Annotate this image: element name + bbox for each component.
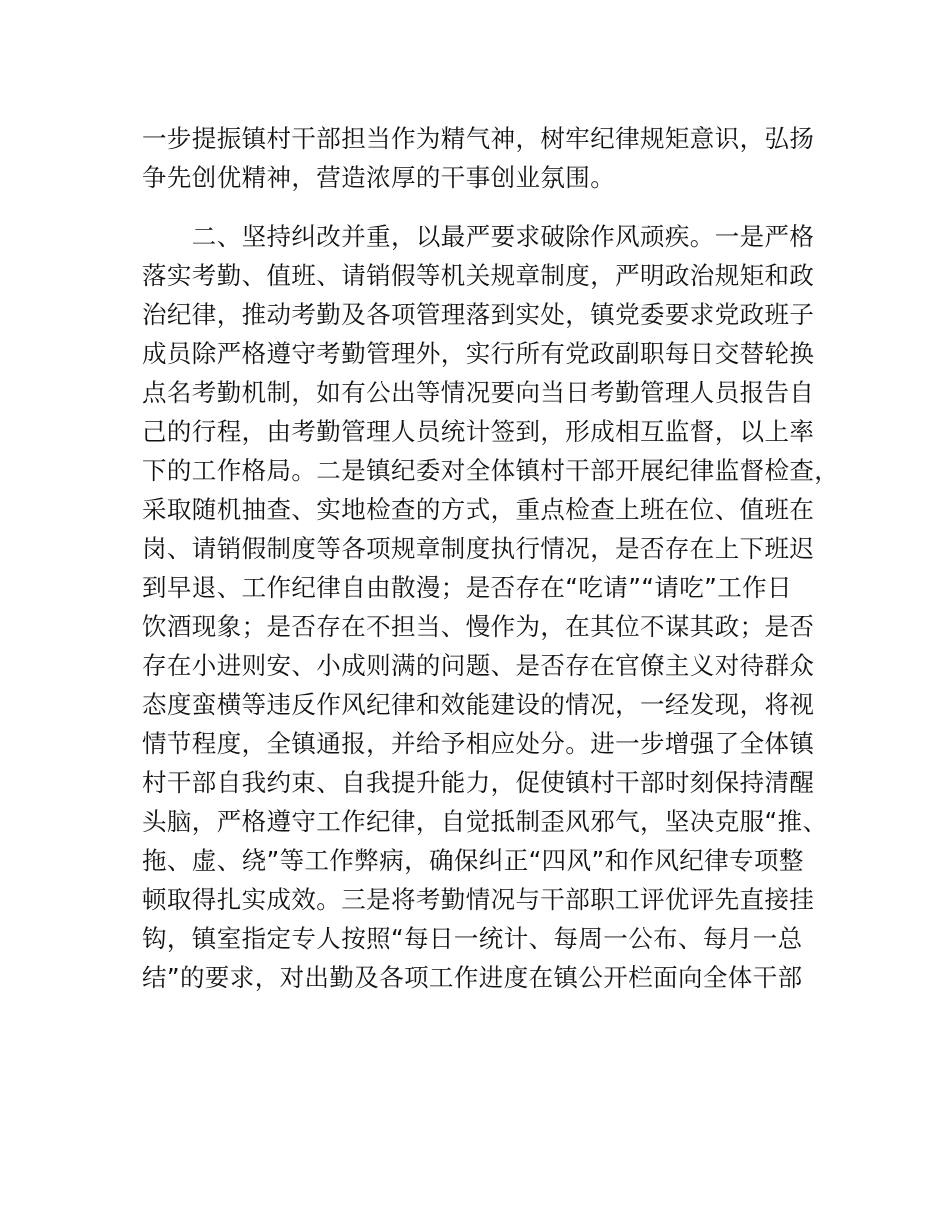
text-line: 争先创优精神，营造浓厚的干事创业氛围。 [142, 163, 616, 192]
paragraph-1 [142, 119, 842, 197]
paragraph-2 [142, 217, 842, 997]
text-line: 岗、请销假制度等各项规章制度执行情况，是否存在上下班迟 [142, 534, 815, 563]
text-line: 落实考勤、值班、请销假等机关规章制度，严明政治规矩和政 [142, 261, 815, 290]
text-line: 结”的要求，对出勤及各项工作进度在镇公开栏面向全体干部 [142, 963, 803, 992]
text-line: 顿取得扎实成效。三是将考勤情况与干部职工评优评先直接挂 [142, 885, 815, 914]
text-line: 成员除严格遵守考勤管理外，实行所有党政副职每日交替轮换 [142, 339, 815, 368]
text-line: 头脑，严格遵守工作纪律，自觉抵制歪风邪气，坚决克服“推、 [142, 807, 828, 836]
text-line: 饮酒现象；是否存在不担当、慢作为，在其位不谋其政；是否 [142, 612, 815, 641]
text-line: 村干部自我约束、自我提升能力，促使镇村干部时刻保持清醒 [142, 768, 815, 797]
text-line: 钩，镇室指定专人按照“每日一统计、每周一公布、每月一总 [142, 924, 803, 953]
text-line: 治纪律，推动考勤及各项管理落到实处，镇党委要求党政班子 [142, 300, 815, 329]
text-line: 二、坚持纠改并重，以最严要求破除作风顽疾。一是严格 [142, 222, 815, 251]
text-line: 到早退、工作纪律自由散漫；是否存在“吃请”“请吃”工作日 [142, 573, 792, 602]
text-line: 点名考勤机制，如有公出等情况要向当日考勤管理人员报告自 [142, 378, 815, 407]
text-line: 下的工作格局。二是镇纪委对全体镇村干部开展纪律监督检查， [142, 456, 840, 485]
text-line: 拖、虚、绕”等工作弊病，确保纠正“四风”和作风纪律专项整 [142, 846, 804, 875]
text-line: 情节程度，全镇通报，并给予相应处分。进一步增强了全体镇 [142, 729, 815, 758]
text-line: 一步提振镇村干部担当作为精气神，树牢纪律规矩意识，弘扬 [142, 124, 815, 153]
text-line: 态度蛮横等违反作风纪律和效能建设的情况，一经发现，将视 [142, 690, 815, 719]
text-line: 己的行程，由考勤管理人员统计签到，形成相互监督，以上率 [142, 417, 815, 446]
text-line: 采取随机抽查、实地检查的方式，重点检查上班在位、值班在 [142, 495, 815, 524]
text-line: 存在小进则安、小成则满的问题、是否存在官僚主义对待群众 [142, 651, 815, 680]
